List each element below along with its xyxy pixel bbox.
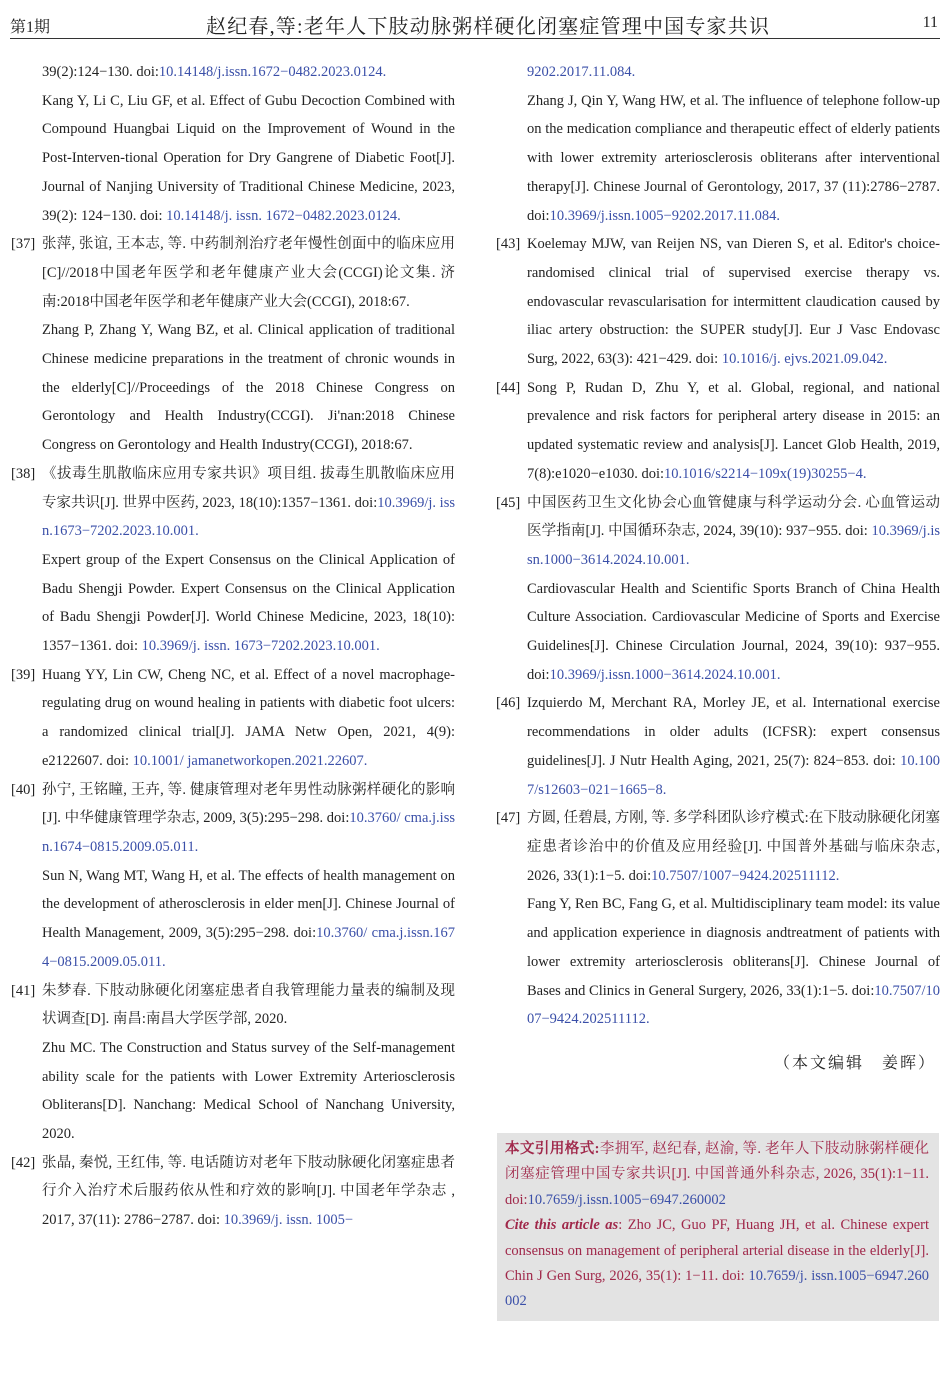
reference-text xyxy=(42,776,455,862)
reference-text xyxy=(527,230,940,374)
doi-link[interactable]: 10.3760/ cma.j.issn.1674−0815.2009.05.011. xyxy=(42,810,455,855)
reference-text xyxy=(527,890,940,1034)
citation-cn-text: 李拥军, 赵纪春, 赵渝, 等. 老年人下肢动脉粥样硬化闭塞症管理中国专家共识[J]. 中国普通外科杂志, 2026, 35(1):1−11. doi: xyxy=(505,1141,930,1208)
doi-link[interactable]: 10.3969/j. issn. 1673−7202.2023.10.001. xyxy=(141,638,380,655)
page-number: 11 xyxy=(922,14,938,31)
reference-number: [42] xyxy=(11,1154,36,1171)
reference-text xyxy=(527,87,940,231)
running-header xyxy=(10,8,940,39)
citation-english xyxy=(505,1213,929,1315)
reference-body: Zhang J, Qin Y, Wang HW, et al. The influence of telephone follow-up on the medication compliance and therapeutic effect of elderly patients with lower extremity arteriosclerosis obliterans after interventional therapy[J]. Chinese Journal of Gerontology, 2017, 37 (11):2786−2787. doi: xyxy=(527,92,940,224)
reference-text xyxy=(42,58,455,87)
reference-body: 孙宁, 王铭瞳, 王卉, 等. 健康管理对老年男性动脉粥样硬化的影响[J]. 中华健康管理学杂志, 2009, 3(5):295−298. doi: xyxy=(42,781,455,827)
doi-link[interactable]: 10.7507/1007−9424.202511112. xyxy=(527,982,940,1028)
citation-en-label: Cite this article as xyxy=(505,1217,619,1234)
reference-number: [41] xyxy=(11,982,36,999)
doi-link[interactable]: 10.1001/ jamanetworkopen.2021.22607. xyxy=(132,752,368,769)
reference-body: Zhu MC. The Construction and Status survey of the Self-management ability scale for the patients with Lower Extremity Arteriosclerosis Obliterans[D]. Nanchang: Medical School of Nanchang University, 2020. xyxy=(42,1039,455,1143)
reference-text xyxy=(42,1149,455,1235)
reference-body: Song P, Rudan D, Zhu Y, et al. Global, regional, and national prevalence and risk factors for peripheral artery disease in 2015: an updated systematic review and analysis[J]. Lancet Glob Health, 2019, 7(8):e1020−e1030. doi: xyxy=(527,379,940,482)
doi-link[interactable]: 10.3969/j.issn.1005−9202.2017.11.084. xyxy=(549,207,780,224)
doi-link[interactable]: 10.3969/j. issn.1673−7202.2023.10.001. xyxy=(42,494,455,540)
reference-text xyxy=(42,87,455,231)
reference-body: Fang Y, Ren BC, Fang G, et al. Multidisciplinary team model: its value and application experience in diagnosis andtreatment of patients with lower extremity arteriosclerosis obliterans[J]. Chinese Journal of Bases and Clinics in General Surgery, 2026, 33(1):1−5. doi: xyxy=(527,896,940,999)
reference-entry xyxy=(11,661,455,776)
reference-entry xyxy=(496,374,940,489)
reference-text xyxy=(42,862,455,977)
reference-body: Zhang P, Zhang Y, Wang BZ, et al. Clinical application of traditional Chinese medicine preparations in the treatment of chronic wounds in the elderly[C]//Proceedings of the 2018 Chinese Congress on Gerontology and Health Industry(CCGI). Ji'nan:2018 Chinese Congress on Gerontology and Health Industry(CCGI), 2018:67. xyxy=(42,322,455,454)
reference-number: [39] xyxy=(11,666,36,683)
reference-entry xyxy=(496,689,940,804)
reference-number: [40] xyxy=(11,781,36,798)
reference-text xyxy=(42,546,455,661)
reference-body: 中国医药卫生文化协会心血管健康与科学运动分会. 心血管运动医学指南[J]. 中国循环杂志, 2024, 39(10): 937−955. doi: xyxy=(527,494,940,540)
doi-link[interactable]: 10.3969/j.issn.1000−3614.2024.10.001. xyxy=(527,523,940,568)
editor-note: （本文编辑 姜晖） xyxy=(773,1054,936,1072)
references-right-column xyxy=(496,58,940,1079)
citation-box xyxy=(497,1133,939,1321)
reference-body: 张晶, 秦悦, 王红伟, 等. 电话随访对老年下肢动脉硬化闭塞症患者行介入治疗术后服药依从性和疗效的影响[J]. 中国老年学杂志 , 2017, 37(11): 2786−2787. doi: xyxy=(42,1154,455,1229)
reference-text xyxy=(527,575,940,690)
reference-text xyxy=(527,804,940,890)
reference-text xyxy=(527,374,940,489)
doi-link[interactable]: 10.14148/j. issn. 1672−0482.2023.0124. xyxy=(166,207,401,224)
reference-number: [47] xyxy=(496,810,521,827)
reference-number: [46] xyxy=(496,695,521,712)
reference-text xyxy=(42,977,455,1034)
reference-entry xyxy=(11,460,455,661)
reference-number: [37] xyxy=(11,236,36,253)
reference-text xyxy=(527,58,940,87)
reference-body: 39(2):124−130. doi: xyxy=(42,64,159,80)
reference-body: Cardiovascular Health and Scientific Sports Branch of China Health Culture Association. Cardiovascular Medicine of Sports and Exercise Guidelines[J]. Chinese Circulation Journal, 2024, 39(10): 937−955. doi: xyxy=(527,580,940,683)
reference-text xyxy=(42,1034,455,1149)
reference-number: [38] xyxy=(11,465,36,482)
reference-entry xyxy=(496,804,940,1034)
citation-cn-doi-link[interactable]: 10.7659/j.issn.1005−6947.260002 xyxy=(527,1191,726,1208)
reference-body: Sun N, Wang MT, Wang H, et al. The effects of health management on the development of atherosclerosis in elder men[J]. Chinese Journal of Health Management, 2009, 3(5):295−298. doi: xyxy=(42,867,455,942)
reference-number: [45] xyxy=(496,494,521,511)
reference-entry xyxy=(11,776,455,977)
reference-body: Kang Y, Li C, Liu GF, et al. Effect of Gubu Decoction Combined with Compound Huangbai Liquid on the Improvement of Wound in the Post-Interven-tional Operation for Dry Gangrene of Diabetic Foot[J]. Journal of Nanjing University of Traditional Chinese Medicine, 2023, 39(2): 124−130. doi: xyxy=(42,92,455,224)
reference-text xyxy=(527,489,940,575)
reference-entry xyxy=(496,58,940,230)
doi-link[interactable]: 9202.2017.11.084. xyxy=(527,64,636,80)
issue-label: 第1期 xyxy=(10,19,51,36)
citation-en-text: : Zho JC, Guo PF, Huang JH, et al. Chinese expert consensus on management of peripheral arterial disease in the elderly[J]. Chin J Gen Surg, 2026, 35(1): 1−11. doi: xyxy=(505,1217,929,1285)
reference-entry xyxy=(496,489,940,690)
reference-body: Huang YY, Lin CW, Cheng NC, et al. Effect of a novel macrophage-regulating drug on wound healing in patients with diabetic foot ulcers: a randomized clinical trial[J]. JAMA Netw Open, 2021, 4(9): e2122607. doi: xyxy=(42,666,455,769)
reference-text xyxy=(42,316,455,460)
reference-entry xyxy=(496,230,940,374)
doi-link[interactable]: 10.7507/1007−9424.202511112. xyxy=(651,867,840,884)
reference-body: 朱梦春. 下肢动脉硬化闭塞症患者自我管理能力量表的编制及现状调查[D]. 南昌:南昌大学医学部, 2020. xyxy=(42,982,455,1028)
doi-link[interactable]: 10.14148/j.issn.1672−0482.2023.0124. xyxy=(158,64,387,80)
citation-cn-label: 本文引用格式: xyxy=(505,1141,600,1157)
reference-text xyxy=(42,460,455,546)
reference-entry xyxy=(11,230,455,460)
reference-body: Expert group of the Expert Consensus on the Clinical Application of Badu Shengji Powder. Expert Consensus on the Clinical Application of Badu Shengji Powder[J]. World Chinese Medicine, 2023, 18(10): 1357−1361. doi: xyxy=(42,551,455,655)
doi-link[interactable]: 10.3969/j. issn. 1005− xyxy=(223,1212,354,1229)
doi-link[interactable]: 10.3760/ cma.j.issn.1674−0815.2009.05.011. xyxy=(42,925,455,970)
reference-entry xyxy=(11,58,455,230)
reference-text xyxy=(42,661,455,776)
doi-link[interactable]: 10.1016/s2214−109x(19)30255−4. xyxy=(664,465,867,482)
reference-text xyxy=(527,689,940,804)
reference-body: 方圆, 任碧晨, 方刚, 等. 多学科团队诊疗模式:在下肢动脉硬化闭塞症患者诊治中的价值及应用经验[J]. 中国普外基础与临床杂志, 2026, 33(1):1−5. doi: xyxy=(527,810,940,884)
doi-link[interactable]: 10.3969/j.issn.1000−3614.2024.10.001. xyxy=(549,666,781,683)
reference-body: Koelemay MJW, van Reijen NS, van Dieren S, et al. Editor's choice-randomised clinical trial of supervised exercise therapy vs. endovascular revascularisation for intermittent claudication caused by iliac artery obstruction: the SUPER study[J]. Eur J Vasc Endovasc Surg, 2022, 63(3): 421−429. doi: xyxy=(527,236,940,368)
references-left-column xyxy=(11,58,455,1235)
reference-number: [43] xyxy=(496,236,521,253)
reference-entry xyxy=(11,977,455,1149)
reference-number: [44] xyxy=(496,379,521,396)
reference-body: Izquierdo M, Merchant RA, Morley JE, et al. International exercise recommendations in older adults (ICFSR): expert consensus guidelines[J]. J Nutr Health Aging, 2021, 25(7): 824−853. doi: xyxy=(527,695,940,769)
reference-body: 《拔毒生肌散临床应用专家共识》项目组. 拔毒生肌散临床应用专家共识[J]. 世界中医药, 2023, 18(10):1357−1361. doi: xyxy=(42,465,455,511)
citation-chinese xyxy=(505,1137,929,1213)
reference-text xyxy=(42,230,455,316)
doi-link[interactable]: 10.1016/j. ejvs.2021.09.042. xyxy=(721,351,888,368)
citation-en-doi-link[interactable]: 10.7659/j. issn.1005−6947.260002 xyxy=(505,1268,929,1310)
doi-link[interactable]: 10.1007/s12603−021−1665−8. xyxy=(527,752,940,798)
reference-entry xyxy=(11,1149,455,1235)
running-title: 赵纪春,等:老年人下肢动脉粥样硬化闭塞症管理中国专家共识 xyxy=(206,16,771,38)
reference-body: 张萍, 张谊, 王本志, 等. 中药制剂治疗老年慢性创面中的临床应用[C]//2018中国老年医学和老年健康产业大会(CCGI)论文集. 济南:2018中国老年医学和老年健康产业大会(CCGI), 2018:67. xyxy=(42,236,455,310)
